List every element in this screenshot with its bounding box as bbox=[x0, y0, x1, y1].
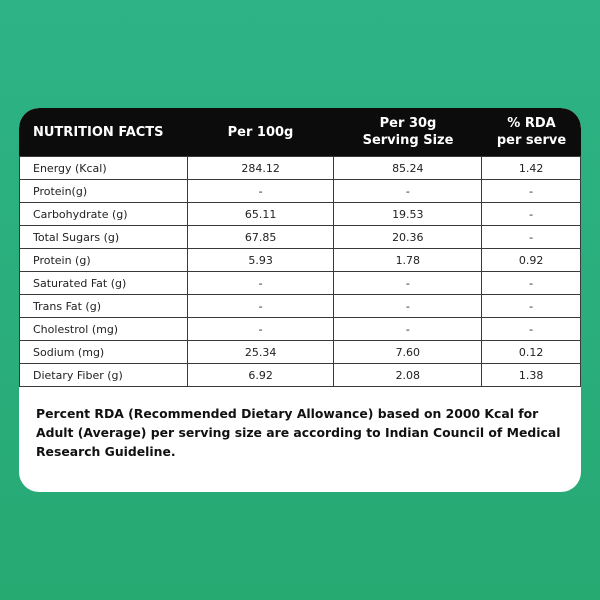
rda-value: 0.92 bbox=[481, 249, 580, 271]
rda-value: - bbox=[481, 272, 580, 294]
header-rda-line1: % RDA bbox=[507, 116, 556, 131]
nutrient-name: Saturated Fat (g) bbox=[33, 276, 127, 290]
per-100g-value: - bbox=[187, 272, 334, 294]
rda-value: 0.12 bbox=[481, 341, 580, 363]
table-row bbox=[20, 294, 580, 317]
per-100g-value: 5.93 bbox=[187, 249, 334, 271]
nutrient-name: Trans Fat (g) bbox=[33, 299, 101, 313]
per-100g-value: 284.12 bbox=[187, 157, 334, 179]
nutrient-name: Cholestrol (mg) bbox=[33, 322, 119, 336]
per-100g-value: 67.85 bbox=[187, 226, 334, 248]
per-30g-value: - bbox=[333, 318, 481, 340]
table-row bbox=[20, 225, 580, 248]
rda-value: - bbox=[481, 226, 580, 248]
table-row bbox=[20, 179, 580, 202]
nutrient-name: Energy (Kcal) bbox=[33, 161, 107, 175]
per-30g-value: 1.78 bbox=[333, 249, 481, 271]
rda-value: 1.42 bbox=[481, 157, 580, 179]
table-row bbox=[20, 317, 580, 340]
per-30g-value: 19.53 bbox=[333, 203, 481, 225]
per-30g-value: - bbox=[333, 272, 481, 294]
rda-footnote: Percent RDA (Recommended Dietary Allowance) based on 2000 Kcal for Adult (Average) per serving size are according to Indian Council of Medical Research Guideline. bbox=[36, 406, 561, 459]
nutrition-card bbox=[19, 108, 581, 492]
per-30g-value: 2.08 bbox=[333, 364, 481, 386]
nutrient-name: Protein (g) bbox=[33, 253, 91, 267]
table-body bbox=[19, 156, 581, 387]
table-header bbox=[19, 108, 581, 156]
header-per-30g-line2: Serving Size bbox=[362, 133, 454, 148]
table-row bbox=[20, 340, 580, 363]
per-100g-value: - bbox=[187, 318, 334, 340]
nutrition-table bbox=[19, 108, 581, 387]
per-100g-value: - bbox=[187, 295, 334, 317]
per-100g-value: 25.34 bbox=[187, 341, 334, 363]
table-row bbox=[20, 248, 580, 271]
table-row bbox=[20, 363, 580, 386]
nutrient-name: Total Sugars (g) bbox=[33, 230, 120, 244]
per-30g-value: 7.60 bbox=[333, 341, 481, 363]
nutrient-name: Protein(g) bbox=[33, 184, 88, 198]
rda-value: - bbox=[481, 295, 580, 317]
per-100g-value: 65.11 bbox=[187, 203, 334, 225]
table-row bbox=[20, 156, 580, 179]
header-rda-line2: per serve bbox=[496, 133, 567, 148]
nutrient-name: Carbohydrate (g) bbox=[33, 207, 128, 221]
per-30g-value: 85.24 bbox=[333, 157, 481, 179]
table-row bbox=[20, 271, 580, 294]
per-100g-value: 6.92 bbox=[187, 364, 334, 386]
per-100g-value: - bbox=[187, 180, 334, 202]
per-30g-value: - bbox=[333, 180, 481, 202]
rda-value: 1.38 bbox=[481, 364, 580, 386]
nutrient-name: Dietary Fiber (g) bbox=[33, 368, 123, 382]
rda-value: - bbox=[481, 318, 580, 340]
header-rda bbox=[482, 108, 581, 156]
header-per-30g bbox=[334, 108, 482, 156]
header-per-100g: Per 100g bbox=[227, 124, 294, 140]
per-30g-value: - bbox=[333, 295, 481, 317]
nutrient-name: Sodium (mg) bbox=[33, 345, 105, 359]
per-30g-value: 20.36 bbox=[333, 226, 481, 248]
rda-value: - bbox=[481, 180, 580, 202]
table-row bbox=[20, 202, 580, 225]
rda-value: - bbox=[481, 203, 580, 225]
header-per-30g-line1: Per 30g bbox=[379, 116, 437, 131]
header-nutrition-facts: NUTRITION FACTS bbox=[33, 124, 164, 140]
